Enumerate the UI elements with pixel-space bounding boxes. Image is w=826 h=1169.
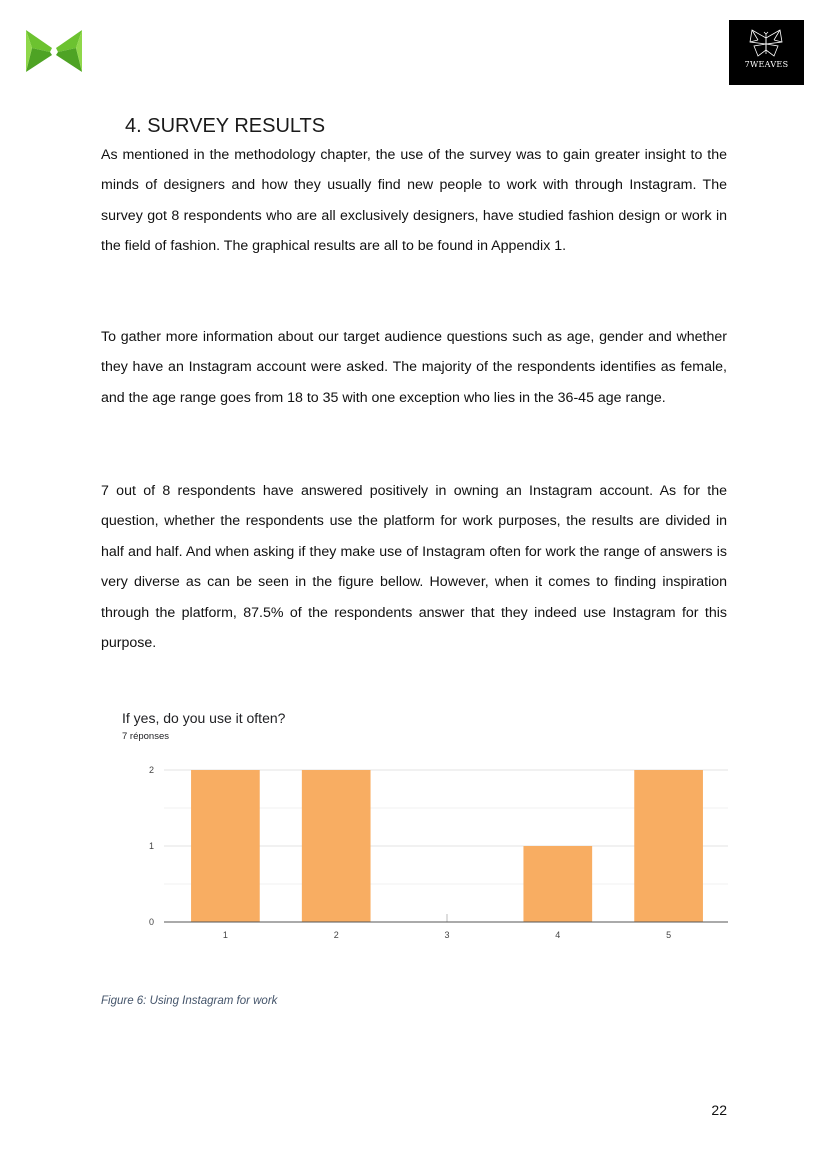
x-tick-label: 5 (666, 930, 672, 940)
figure-caption: Figure 6: Using Instagram for work (101, 995, 278, 1007)
section-title-r: R (234, 115, 249, 137)
section-title-s: S (147, 115, 161, 137)
butterfly-outline-icon (746, 28, 786, 58)
paragraph-2 (101, 322, 727, 413)
section-title-urvey: URVEY (160, 115, 235, 137)
paragraph-text: 7 out of 8 respondents have answered positively in owning an Instagram account. As for the question, whether the respondents use the platform for work purposes, the results are divided in half and half. And when asking if they make use of Instagram often for work the range of answers is very diverse as can be seen in the figure bellow. However, when it comes to finding inspiration through the platform, 87.5% of the respondents answer that they indeed use Instagram for this purpose. (101, 483, 727, 652)
x-tick-label: 4 (555, 930, 561, 940)
paragraph-text: To gather more information about our target audience questions such as age, gender and whether they have an Instagram account were asked. The majority of the respondents identifies as female, and the age range goes from 18 to 35 with one exception who lies in the 36-45 age range. (101, 329, 727, 406)
y-tick-label: 1 (148, 841, 154, 851)
bar (634, 770, 703, 922)
x-tick-label: 3 (444, 930, 450, 940)
x-tick-label: 1 (222, 930, 228, 940)
bar (191, 770, 260, 922)
brand-logo (729, 20, 804, 85)
chart-title: If yes, do you use it often? (122, 710, 286, 726)
section-number: 4. (125, 115, 142, 137)
brand-logo-text: 7WEAVES (744, 60, 789, 69)
bar-chart (118, 708, 730, 944)
chart-canvas (118, 708, 730, 944)
page-number: 22 (711, 1102, 727, 1118)
paragraph-1 (101, 140, 727, 262)
green-butterfly-logo-icon (22, 28, 86, 74)
chart-subtitle: 7 réponses (122, 731, 170, 742)
y-tick-label: 0 (148, 917, 154, 927)
section-heading (125, 113, 325, 139)
y-tick-label: 2 (148, 765, 154, 775)
bar (523, 846, 592, 922)
bar (302, 770, 371, 922)
paragraph-3 (101, 476, 727, 658)
x-tick-label: 2 (333, 930, 339, 940)
section-title-esults: ESULTS (248, 115, 326, 137)
paragraph-text: As mentioned in the methodology chapter, the use of the survey was to gain greater insight to the minds of designers and how they usually find new people to work with through Instagram. The survey got 8 respondents who are all exclusively designers, have studied fashion design or work in the field of fashion. The graphical results are all to be found in Appendix 1. (101, 147, 727, 255)
